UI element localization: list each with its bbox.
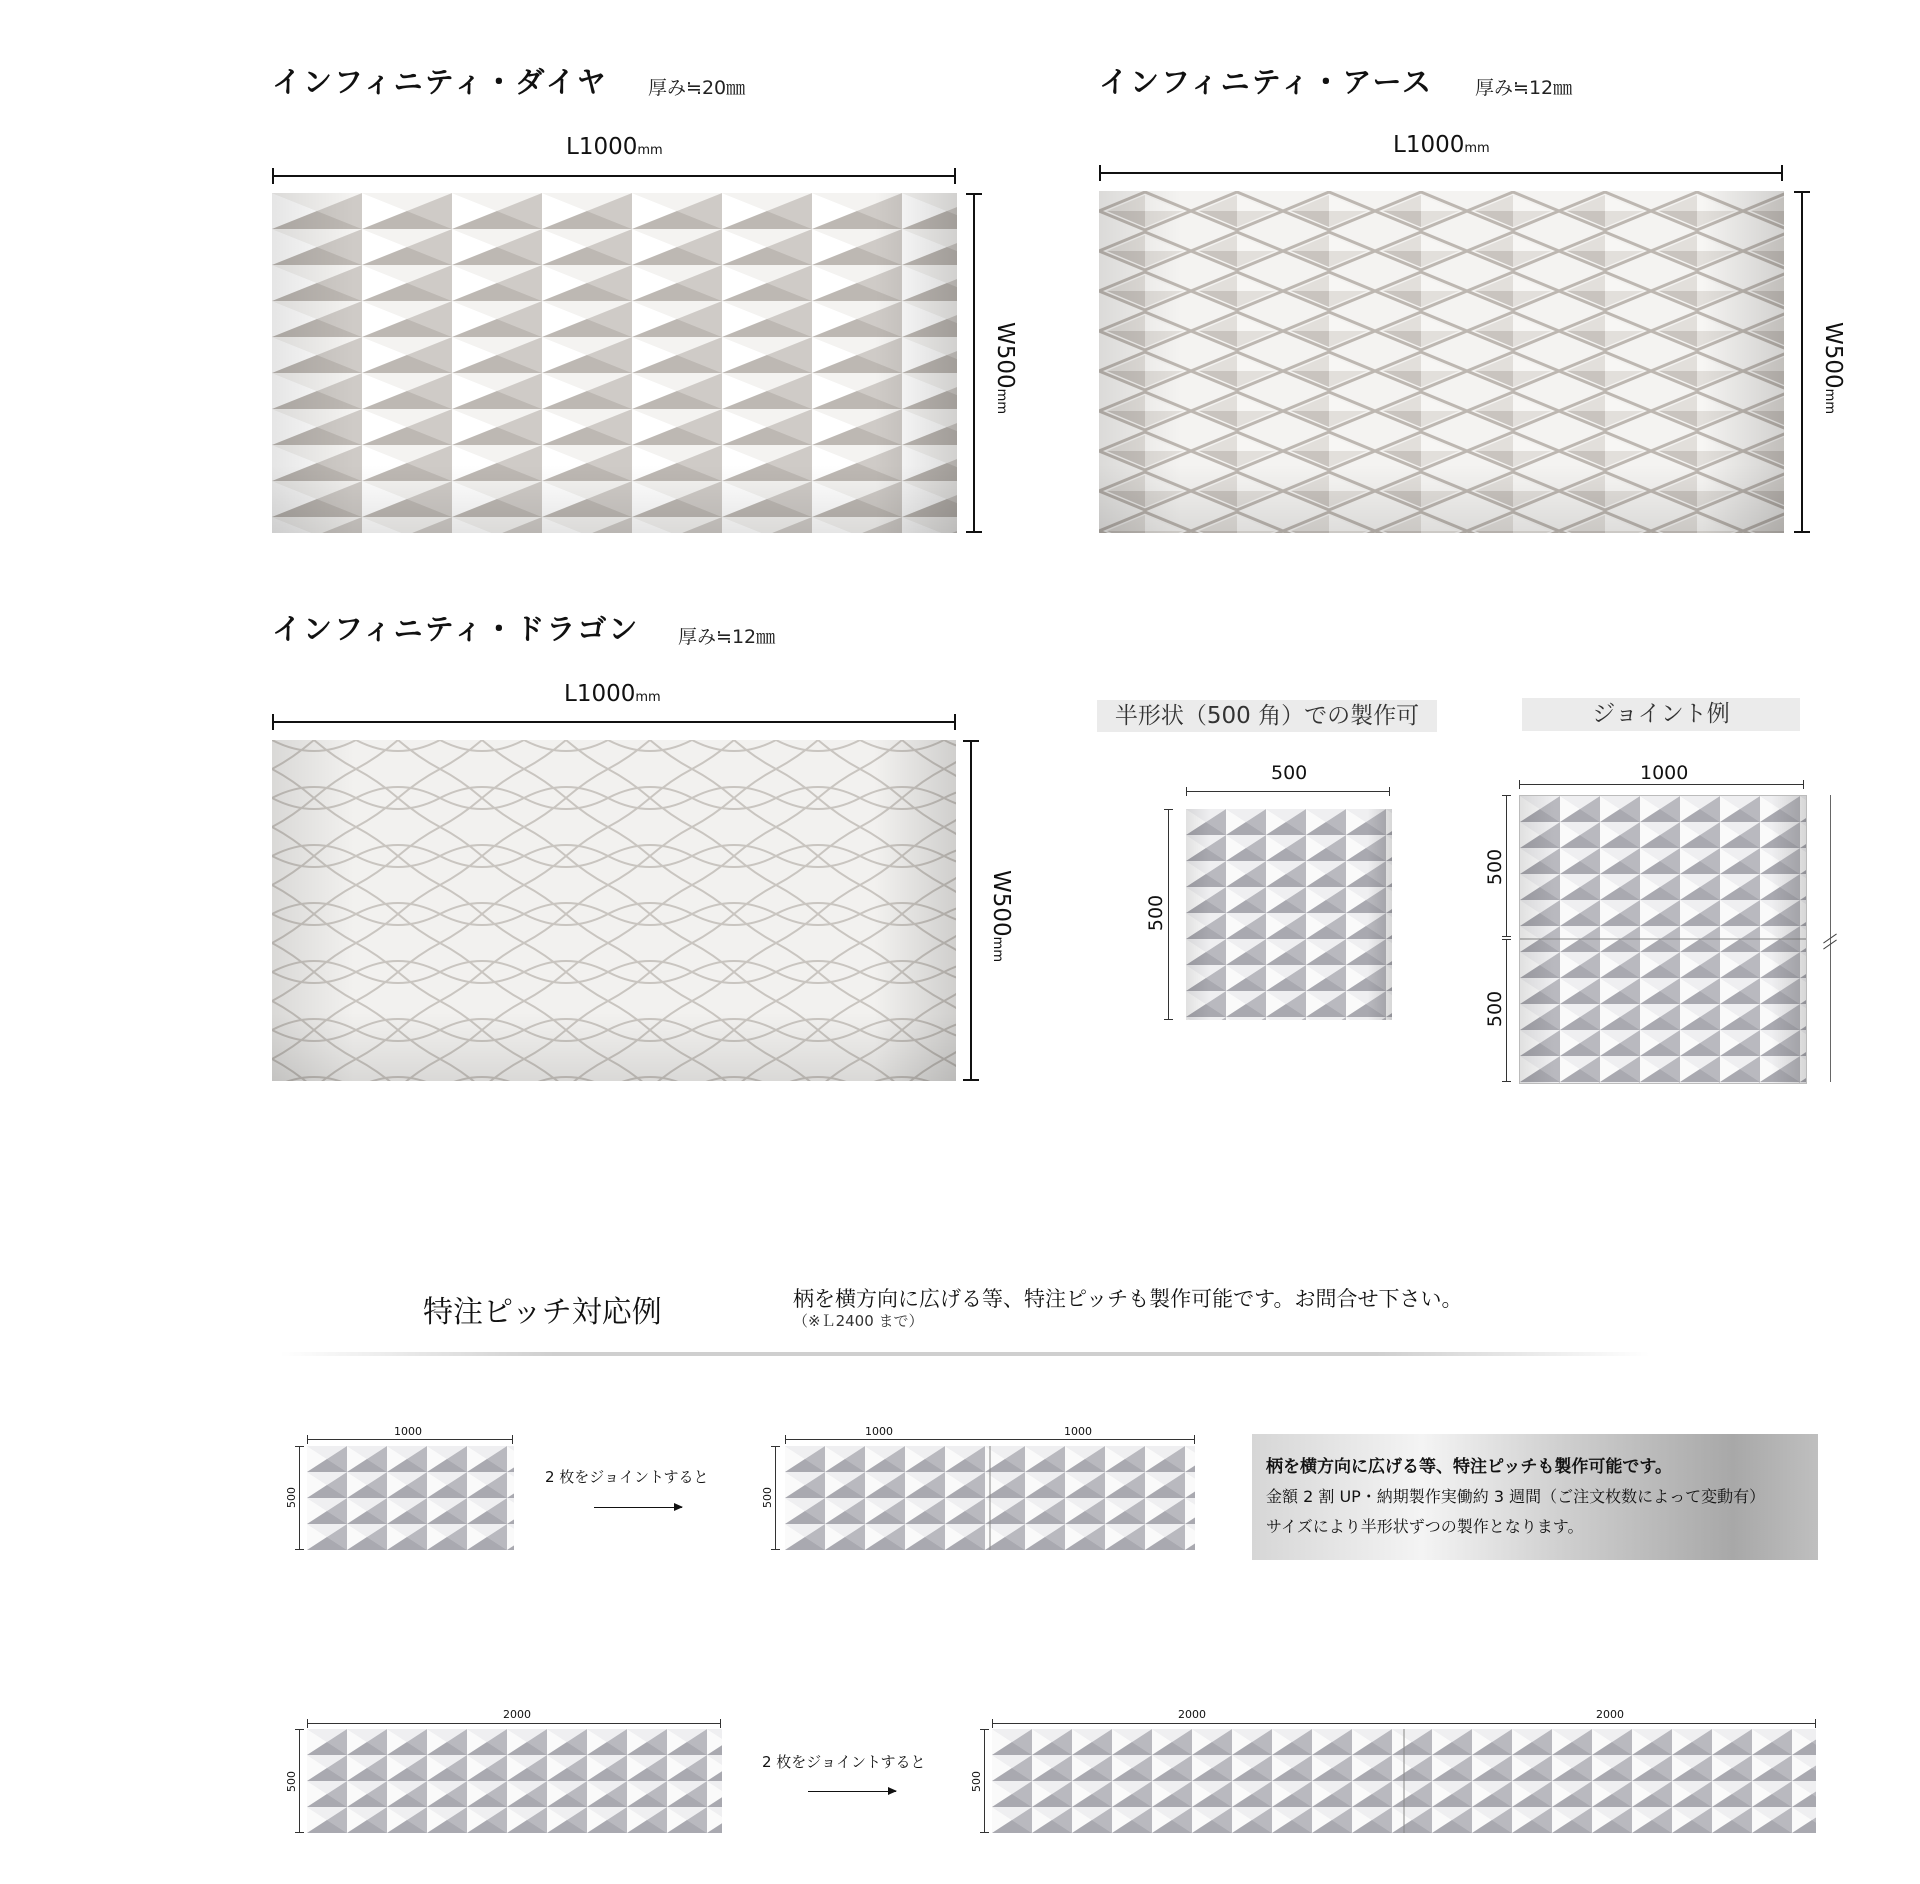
width-label-earth: W500mm: [1820, 322, 1846, 414]
joint-width-dimension-line: [1519, 784, 1804, 785]
row2-joined-width-line: [992, 1723, 1816, 1724]
info-line-3: サイズにより半形状ずつの製作となります。: [1266, 1517, 1584, 1536]
row1-joined-panel: [785, 1446, 1195, 1550]
row1-joined-width-label-2: 1000: [1064, 1425, 1092, 1438]
length-dimension-line-dragon: [272, 721, 956, 723]
row2-single-width-line: [307, 1723, 721, 1724]
row2-single-panel: [307, 1729, 722, 1833]
row1-arrow: [594, 1507, 682, 1508]
custom-pitch-note: （※Ｌ2400 まで）: [793, 1312, 924, 1330]
product-thickness-diaya: 厚み≒20㎜: [648, 77, 746, 99]
length-label-diaya: L1000mm: [566, 134, 663, 160]
width-dimension-line-earth: [1801, 191, 1803, 533]
row1-joined-width-label-1: 1000: [865, 1425, 893, 1438]
row1-single-height-label: 500: [285, 1487, 298, 1508]
row1-joined-width-line: [785, 1439, 1195, 1440]
joint-height-dimension-line-bottom: [1506, 939, 1507, 1082]
product-title-earth: インフィニティ・アース: [1099, 65, 1434, 99]
panel-image-diaya: [272, 193, 957, 533]
row2-action-text: 2 枚をジョイントすると: [762, 1753, 926, 1771]
width-label-diaya: W500mm: [992, 322, 1018, 414]
half-height-dimension-line: [1168, 809, 1169, 1020]
row1-single-width-label: 1000: [394, 1425, 422, 1438]
row1-joined-height-line: [775, 1446, 776, 1550]
joint-height-label-bottom: 500: [1484, 990, 1507, 1028]
product-thickness-earth: 厚み≒12㎜: [1475, 77, 1573, 99]
joint-height-dimension-line-top: [1506, 795, 1507, 937]
length-dimension-line-earth: [1099, 172, 1783, 174]
info-line-2: 金額 2 割 UP・納期製作実働約 3 週間（ご注文枚数によって変動有）: [1266, 1487, 1766, 1506]
section-divider: [280, 1352, 1650, 1356]
width-dimension-line-dragon: [970, 740, 972, 1081]
custom-info-box: [1252, 1434, 1818, 1560]
row2-joined-width-label-1: 2000: [1178, 1708, 1206, 1721]
joint-example-caption: ジョイント例: [1522, 698, 1800, 731]
panel-image-dragon: [272, 740, 956, 1081]
product-thickness-dragon: 厚み≒12㎜: [678, 626, 776, 648]
row2-arrow: [808, 1791, 896, 1792]
row1-joined-height-label: 500: [761, 1487, 774, 1508]
product-title-diaya: インフィニティ・ダイヤ: [272, 65, 608, 99]
row2-single-height-label: 500: [285, 1771, 298, 1792]
half-width-dimension-line: [1186, 791, 1390, 792]
row1-single-height-line: [299, 1446, 300, 1550]
joint-height-label-top: 500: [1484, 848, 1507, 886]
panel-image-earth: [1099, 191, 1784, 533]
length-dimension-line-diaya: [272, 175, 956, 177]
custom-pitch-description: 柄を横方向に広げる等、特注ピッチも製作可能です。お問合せ下さい。: [793, 1287, 1463, 1311]
custom-pitch-heading: 特注ピッチ対応例: [423, 1295, 662, 1330]
length-label-dragon: L1000mm: [564, 681, 661, 707]
info-line-1: 柄を横方向に広げる等、特注ピッチも製作可能です。: [1266, 1457, 1672, 1477]
width-label-dragon: W500mm: [988, 870, 1014, 962]
row2-single-width-label: 2000: [503, 1708, 531, 1721]
row2-joined-height-line: [984, 1729, 985, 1833]
half-shape-caption: 半形状（500 角）での製作可: [1097, 700, 1437, 732]
joint-panel-image: [1519, 795, 1807, 1084]
width-dimension-line-diaya: [973, 193, 975, 533]
joint-width-label: 1000: [1640, 762, 1689, 784]
length-label-earth: L1000mm: [1393, 132, 1490, 158]
product-title-dragon: インフィニティ・ドラゴン: [272, 612, 640, 646]
row2-single-height-line: [299, 1729, 300, 1833]
half-width-label: 500: [1271, 762, 1308, 784]
row1-single-width-line: [307, 1439, 513, 1440]
half-height-label: 500: [1145, 894, 1168, 932]
row1-single-panel: [307, 1446, 514, 1550]
row1-action-text: 2 枚をジョイントすると: [545, 1468, 709, 1486]
row2-joined-panel: [992, 1729, 1816, 1833]
row2-joined-width-label-2: 2000: [1596, 1708, 1624, 1721]
half-panel-image: [1186, 809, 1392, 1020]
row2-joined-height-label: 500: [970, 1771, 983, 1792]
